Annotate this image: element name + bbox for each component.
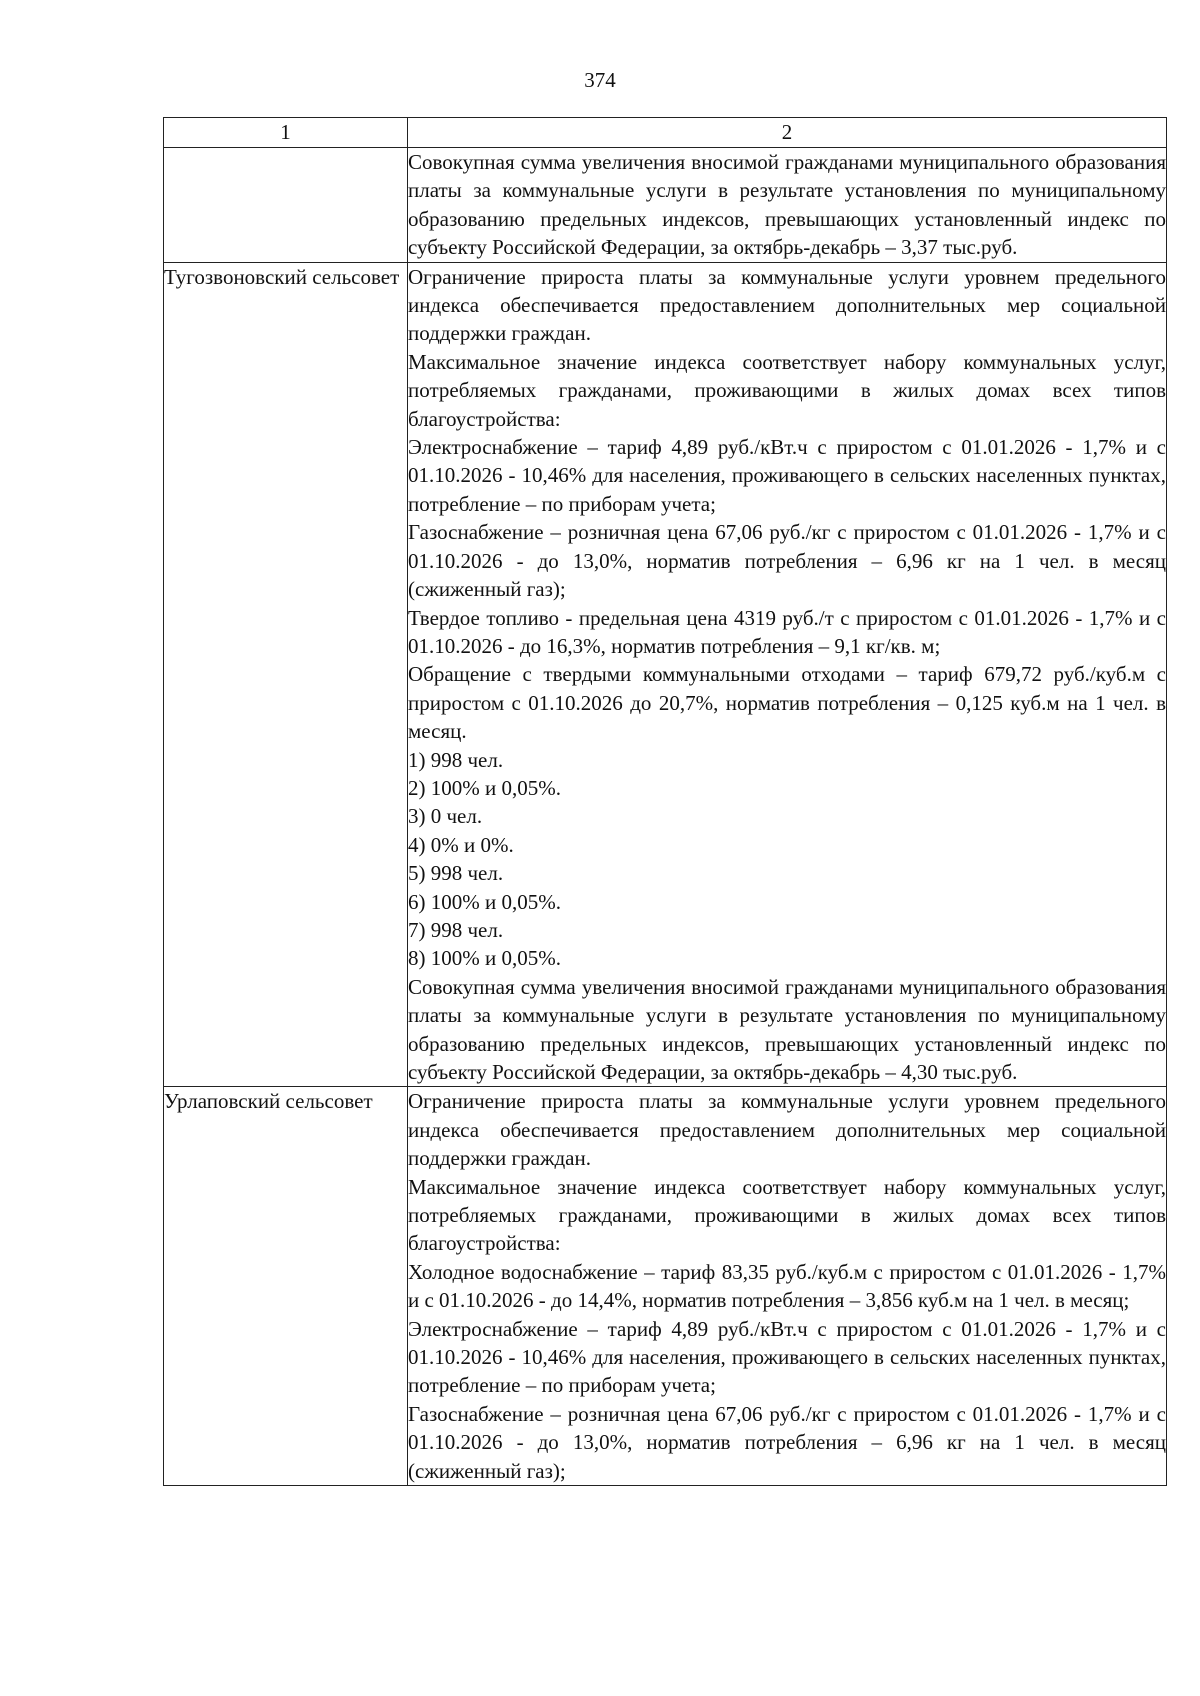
municipality-name xyxy=(164,148,408,263)
description-paragraph: Максимальное значение индекса соответствует набору коммунальных услуг, потребляемых гражданами, проживающими в жилых домах всех типов благоустройства: xyxy=(408,349,1166,431)
description-paragraph: 8) 100% и 0,05%. xyxy=(408,946,561,971)
tariff-table xyxy=(163,117,1167,1486)
table-header-row xyxy=(164,118,1167,148)
municipality-name: Урлаповский сельсовет xyxy=(164,1087,408,1486)
description-paragraph: Газоснабжение – розничная цена 67,06 руб./кг с приростом с 01.01.2026 - 1,7% и с 01.10.2026 - до 13,0%, норматив потребления – 6,96 кг на 1 чел. в месяц (сжиженный газ); xyxy=(408,1401,1166,1483)
description-paragraph: Совокупная сумма увеличения вносимой гражданами муниципального образования платы за коммунальные услуги в результате установления по муниципальному образованию предельных индексов, превышающих установленный индекс по субъекту Российской Федерации, за октябрь-декабрь – 4,30 тыс.руб. xyxy=(408,974,1166,1084)
column-header-2: 2 xyxy=(408,118,1167,148)
description-paragraph: Газоснабжение – розничная цена 67,06 руб./кг с приростом с 01.01.2026 - 1,7% и с 01.10.2026 - до 13,0%, норматив потребления – 6,96 кг на 1 чел. в месяц (сжиженный газ); xyxy=(408,520,1166,602)
description-paragraph: Электроснабжение – тариф 4,89 руб./кВт.ч с приростом с 01.01.2026 - 1,7% и с 01.10.2026 - 10,46% для населения, проживающего в сельских населенных пунктах, потребление – по приборам учета; xyxy=(408,435,1166,516)
municipality-name: Тугозвоновский сельсовет xyxy=(164,262,408,1087)
description-paragraph: Совокупная сумма увеличения вносимой гражданами муниципального образования платы за коммунальные услуги в результате установления по муниципальному образованию предельных индексов, превышающих установленный индекс по субъекту Российской Федерации, за октябрь-декабрь – 3,37 тыс.руб. xyxy=(408,150,1166,260)
description-paragraph: Холодное водоснабжение – тариф 83,35 руб./куб.м с приростом с 01.01.2026 - 1,7% и с 01.10.2026 - до 14,4%, норматив потребления – 3,856 куб.м на 1 чел. в месяц; xyxy=(408,1259,1166,1313)
description-paragraph: 5) 998 чел. xyxy=(408,861,504,886)
description-paragraph: 7) 998 чел. xyxy=(408,917,504,942)
table-row xyxy=(164,148,1167,263)
description-paragraph: Электроснабжение – тариф 4,89 руб./кВт.ч с приростом с 01.01.2026 - 1,7% и с 01.10.2026 - 10,46% для населения, проживающего в сельских населенных пунктах, потребление – по приборам учета; xyxy=(408,1316,1166,1398)
table-row xyxy=(164,262,1167,1087)
description-paragraph: 2) 100% и 0,05%. xyxy=(408,775,561,800)
description-paragraph: Твердое топливо - предельная цена 4319 руб./т с приростом с 01.01.2026 - 1,7% и с 01.10.2026 - до 16,3%, норматив потребления – 9,1 кг/кв. м; xyxy=(408,605,1166,658)
description-paragraph: 4) 0% и 0%. xyxy=(408,832,514,857)
page-number: 374 xyxy=(584,68,616,92)
description-paragraph: Максимальное значение индекса соответствует набору коммунальных услуг, потребляемых гражданами, проживающими в жилых домах всех типов благоустройства: xyxy=(408,1174,1166,1256)
description-paragraph: 6) 100% и 0,05%. xyxy=(408,889,561,914)
municipality-description xyxy=(408,148,1167,263)
description-paragraph: 1) 998 чел. xyxy=(408,747,504,772)
column-header-1: 1 xyxy=(164,118,408,148)
table-row xyxy=(164,1087,1167,1486)
description-paragraph: Ограничение прироста платы за коммунальные услуги уровнем предельного индекса обеспечивается предоставлением дополнительных мер социальной поддержки граждан. xyxy=(408,264,1166,346)
description-paragraph: Ограничение прироста платы за коммунальные услуги уровнем предельного индекса обеспечивается предоставлением дополнительных мер социальной поддержки граждан. xyxy=(408,1089,1166,1171)
municipality-description xyxy=(408,1087,1167,1486)
description-paragraph: 3) 0 чел. xyxy=(408,804,483,829)
description-paragraph: Обращение с твердыми коммунальными отходами – тариф 679,72 руб./куб.м с приростом с 01.10.2026 до 20,7%, норматив потребления – 0,125 куб.м на 1 чел. в месяц. xyxy=(408,662,1166,744)
municipality-description xyxy=(408,262,1167,1087)
